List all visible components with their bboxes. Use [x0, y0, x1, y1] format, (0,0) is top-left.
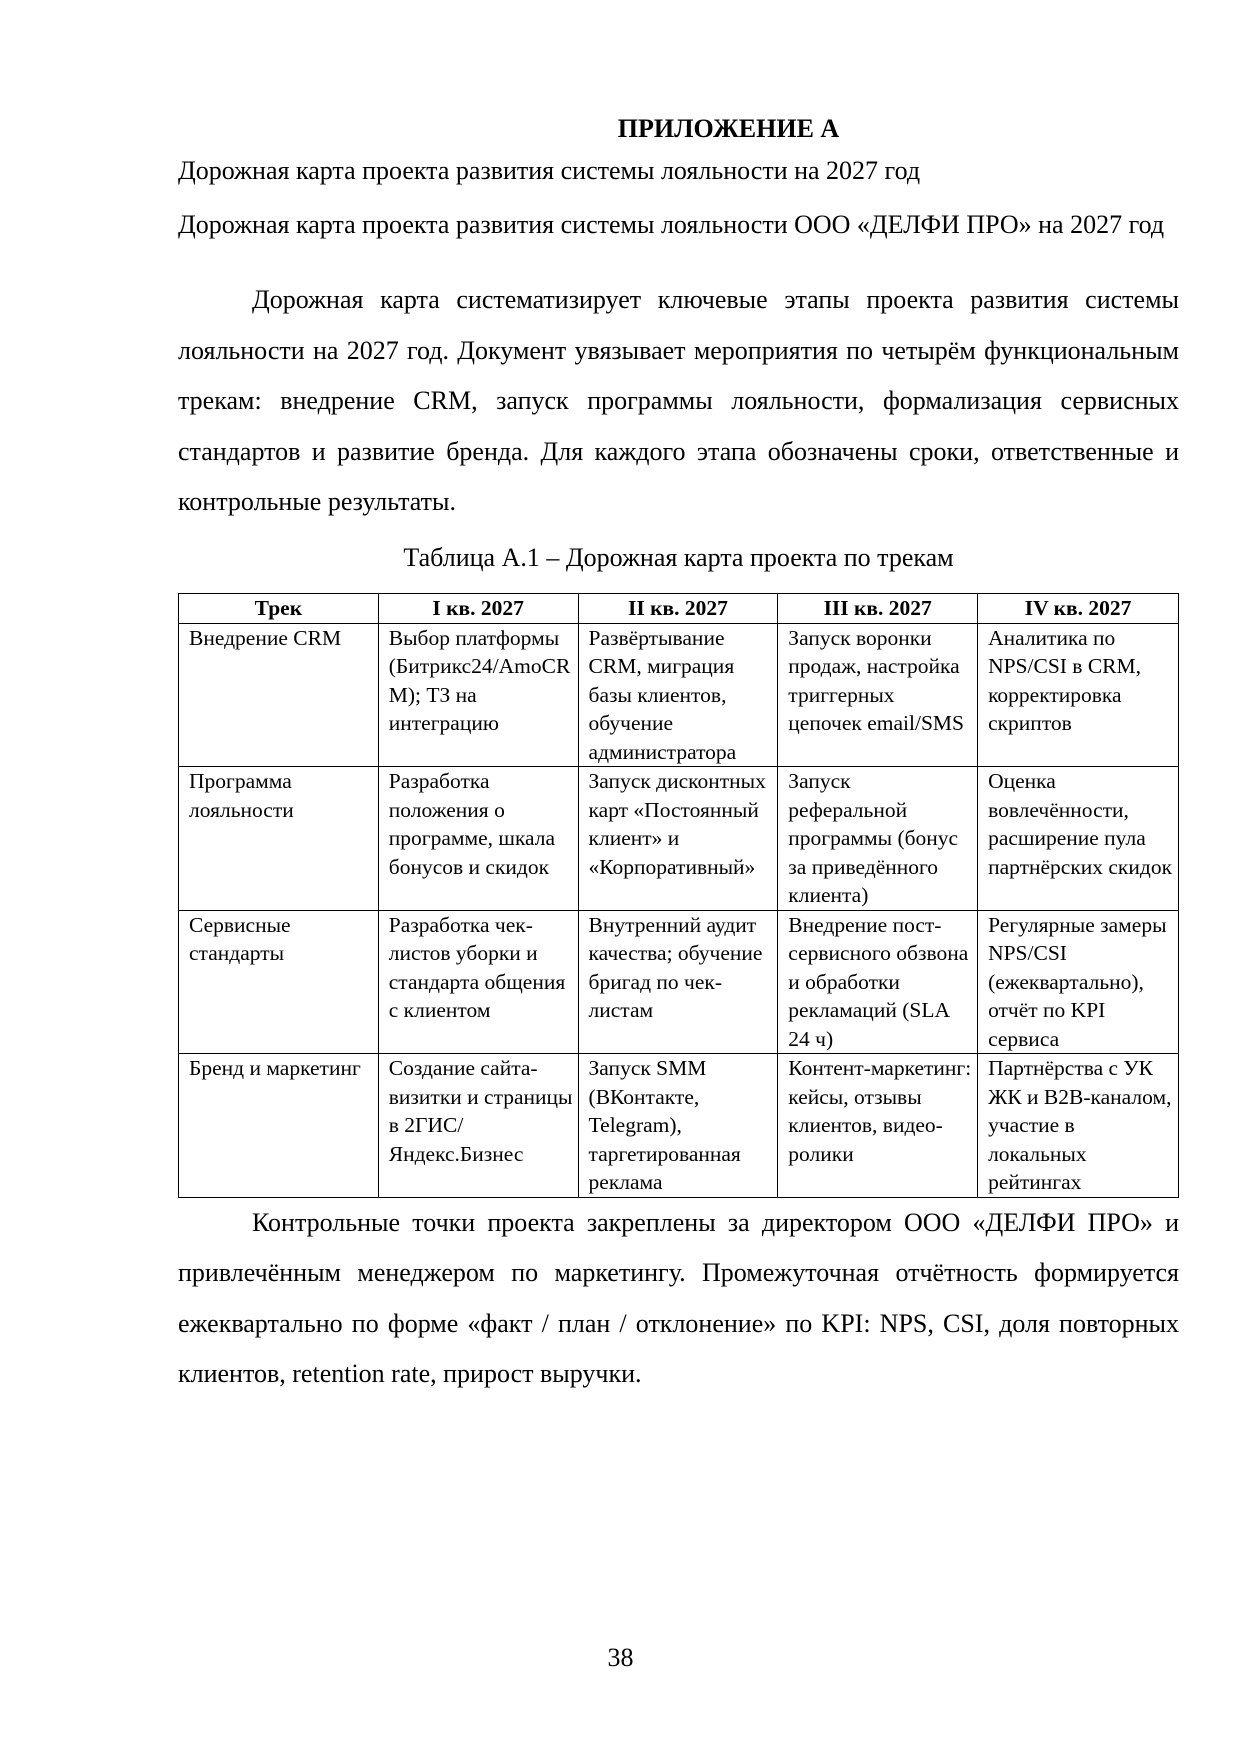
table-header-row: [179, 593, 1179, 623]
appendix-heading: ПРИЛОЖЕНИЕ А: [617, 114, 840, 143]
table-cell: Запуск реферальной программы (бонус за приведённого клиента): [778, 767, 978, 911]
column-header-q1: I кв. 2027: [378, 593, 578, 623]
column-header-q4: IV кв. 2027: [978, 593, 1179, 623]
document-page: [178, 112, 1179, 1400]
table-row: [179, 623, 1179, 767]
column-header-q2: II кв. 2027: [578, 593, 778, 623]
table-cell: Контент-маркетинг: кейсы, отзывы клиентов, видео-ролики: [778, 1054, 978, 1198]
track-cell: Бренд и маркетинг: [179, 1054, 379, 1198]
table-cell: Внутренний аудит качества; обучение бригад по чек-листам: [578, 910, 778, 1054]
track-cell: Внедрение CRM: [179, 623, 379, 767]
table-cell: Внедрение пост-сервисного обзвона и обработки рекламаций (SLA 24 ч): [778, 910, 978, 1054]
table-cell: Создание сайта-визитки и страницы в 2ГИС/Яндекс.Бизнес: [378, 1054, 578, 1198]
table-cell: Регулярные замеры NPS/CSI (ежеквартально), отчёт по KPI сервиса: [978, 910, 1179, 1054]
table-row: [179, 1054, 1179, 1198]
roadmap-table: [178, 593, 1179, 1198]
page-number: 38: [607, 1643, 634, 1672]
table-caption: Таблица А.1 – Дорожная карта проекта по трекам: [403, 542, 954, 572]
intro-paragraph: Дорожная карта систематизирует ключевые этапы проекта развития системы лояльности на 2027 год. Документ увязывает мероприятия по четырём функциональным трекам: внедрение CRM, запуск программы лояльности, формализация сервисных стандартов и развитие бренда. Для каждого этапа обозначены сроки, ответственные и контрольные результаты.: [178, 285, 1179, 516]
table-cell: Аналитика по NPS/CSI в CRM, корректировка скриптов: [978, 623, 1179, 767]
table-cell: Развёртывание CRM, миграция базы клиентов, обучение администратора: [578, 623, 778, 767]
table-cell: Запуск SMM (ВКонтакте, Telegram), таргетированная реклама: [578, 1054, 778, 1198]
track-cell: Программа лояльности: [179, 767, 379, 911]
table-cell: Партнёрства с УК ЖК и B2B-каналом, участие в локальных рейтингах: [978, 1054, 1179, 1198]
table-cell: Запуск воронки продаж, настройка триггерных цепочек email/SMS: [778, 623, 978, 767]
table-cell: Запуск дисконтных карт «Постоянный клиент» и «Корпоративный»: [578, 767, 778, 911]
table-cell: Разработка положения о программе, шкала бонусов и скидок: [378, 767, 578, 911]
table-row: [179, 767, 1179, 911]
table-row: [179, 910, 1179, 1054]
table-cell: Оценка вовлечённости, расширение пула партнёрских скидок: [978, 767, 1179, 911]
track-cell: Сервисные стандарты: [179, 910, 379, 1054]
table-cell: Разработка чек-листов уборки и стандарта общения с клиентом: [378, 910, 578, 1054]
roadmap-title: Дорожная карта проекта развития системы лояльности на 2027 год: [178, 156, 921, 185]
closing-paragraph: Контрольные точки проекта закреплены за директором ООО «ДЕЛФИ ПРО» и привлечённым менеджером по маркетингу. Промежуточная отчётность формируется ежеквартально по форме «факт / план / отклонение» по KPI: NPS, CSI, доля повторных клиентов, retention rate, прирост выручки.: [178, 1207, 1179, 1388]
table-cell: Выбор платформы (Битрикс24/AmoCRM); ТЗ на интеграцию: [378, 623, 578, 767]
roadmap-subtitle: Дорожная карта проекта развития системы лояльности ООО «ДЕЛФИ ПРО» на 2027 год: [178, 210, 1165, 239]
column-header-q3: III кв. 2027: [778, 593, 978, 623]
column-header-track: Трек: [179, 593, 379, 623]
